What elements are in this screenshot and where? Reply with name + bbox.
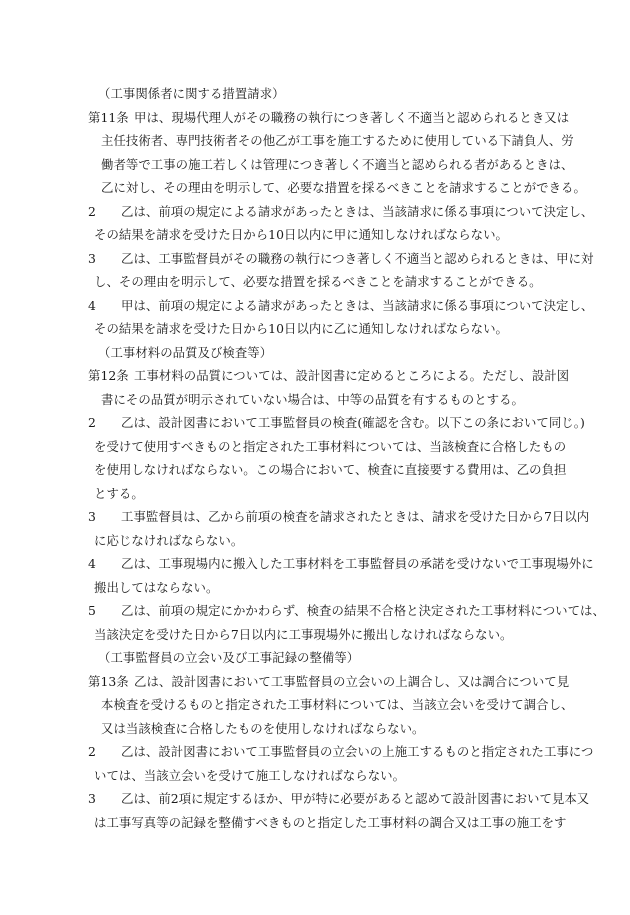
line-text: は工事写真等の記録を整備すべきものと指定した工事材料の調合又は工事の施工をす [94, 814, 567, 830]
line-text: 甲は、現場代理人がその職務の執行につき著しく不適当と認められるとき又は [134, 109, 570, 125]
line-text: 乙は、設計図書において工事監督員の立会いの上施工するものと指定された工事につ [121, 744, 594, 759]
paragraph-first-line [0, 740, 630, 764]
article-number: 第12条 [88, 368, 129, 383]
line-text: 工事監督員は、乙から前項の検査を請求されたときは、請求を受けた日から7日以内 [121, 509, 590, 524]
line-text: 乙は、設計図書において工事監督員の立会いの上調合し、又は調合について見 [134, 673, 570, 689]
line-text: その結果を請求を受けた日から10日以内に乙に通知しなければならない。 [94, 321, 508, 336]
paragraph-first-line [0, 247, 630, 271]
line-text: 工事材料の品質については、設計図書に定めるところによる。ただし、設計図 [134, 368, 570, 383]
paragraph-number: 2 [88, 415, 96, 430]
paragraph-continuation-line [0, 623, 630, 647]
paragraph-first-line [0, 599, 630, 623]
paragraph-continuation-line [0, 270, 630, 294]
line-text: （工事材料の品質及び検査等） [98, 344, 273, 360]
article-heading [0, 646, 630, 670]
line-text: 甲は、前項の規定による請求があったときは、当該請求に係る事項について決定し、 [121, 297, 594, 313]
line-text: 乙は、前2項に規定するほか、甲が特に必要があると認めて設計図書において見本又 [121, 791, 590, 806]
line-text: いては、当該立会いを受けて施工しなければならない。 [94, 767, 406, 783]
article-continuation-line [0, 176, 630, 200]
paragraph-first-line [0, 505, 630, 529]
line-text: に応じなければならない。 [94, 532, 244, 548]
article-continuation-line [0, 129, 630, 153]
paragraph-number: 5 [88, 603, 96, 618]
line-text: 乙は、設計図書において工事監督員の検査(確認を含む。以下この条において同じ。) [121, 415, 585, 430]
paragraph-continuation-line [0, 435, 630, 459]
paragraph-continuation-line [0, 482, 630, 506]
paragraph-first-line [0, 787, 630, 811]
article-heading [0, 341, 630, 365]
line-text: 乙は、前項の規定による請求があったときは、当該請求に係る事項について決定し、 [121, 203, 594, 219]
paragraph-continuation-line [0, 317, 630, 341]
line-text: し、その理由を明示して、必要な措置を採るべきことを請求することができる。 [94, 274, 542, 289]
paragraph-number: 3 [88, 509, 96, 524]
line-text: 働者等で工事の施工若しくは管理につき著しく不適当と認められる者があるときは、 [101, 156, 574, 172]
line-text: 当該決定を受けた日から7日以内に工事現場外に搬出しなければならない。 [94, 626, 513, 642]
article-continuation-line [0, 153, 630, 177]
line-text: を使用しなければならない。この場合において、検査に直接要する費用は、乙の負担 [94, 462, 567, 477]
paragraph-first-line [0, 411, 630, 435]
paragraph-number: 4 [88, 297, 96, 313]
line-text: （工事関係者に関する措置請求） [98, 86, 285, 101]
document-body [0, 82, 630, 834]
paragraph-number: 2 [88, 744, 96, 759]
paragraph-continuation-line [0, 576, 630, 600]
paragraph-continuation-line [0, 764, 630, 788]
paragraph-continuation-line [0, 811, 630, 835]
line-text: 乙に対し、その理由を明示して、必要な措置を採るべきことを請求することができる。 [101, 180, 586, 195]
paragraph-number: 3 [88, 791, 96, 806]
line-text: とする。 [94, 485, 144, 501]
article-number: 第13条 [88, 673, 129, 689]
line-text: （工事監督員の立会い及び工事記録の整備等） [98, 650, 360, 665]
line-text: 書にその品質が明示されていない場合は、中等の品質を有するものとする。 [101, 391, 524, 407]
line-text: 乙は、工事監督員がその職務の執行につき著しく不適当と認められるときは、甲に対 [121, 250, 594, 266]
contract-document-page [0, 82, 630, 834]
line-text: 搬出してはならない。 [94, 579, 219, 595]
article-heading [0, 82, 630, 106]
paragraph-continuation-line [0, 223, 630, 247]
line-text: 乙は、工事現場内に搬入した工事材料を工事監督員の承諾を受けないで工事現場外に [121, 556, 594, 571]
line-text: 乙は、前項の規定にかかわらず、検査の結果不合格と決定された工事材料については、 [121, 603, 605, 618]
paragraph-first-line [0, 294, 630, 318]
line-text: その結果を請求を受けた日から10日以内に甲に通知しなければならない。 [94, 227, 508, 242]
line-text: 又は当該検査に合格したものを使用しなければならない。 [101, 720, 425, 736]
article-first-line [0, 106, 630, 130]
paragraph-number: 3 [88, 250, 96, 266]
paragraph-number: 2 [88, 203, 96, 219]
line-text: を受けて使用すべきものと指定された工事材料については、当該検査に合格したもの [94, 438, 567, 454]
article-first-line [0, 670, 630, 694]
paragraph-number: 4 [88, 556, 96, 571]
paragraph-continuation-line [0, 458, 630, 482]
paragraph-continuation-line [0, 529, 630, 553]
line-text: 本検査を受けるものと指定された工事材料については、当該立会いを受けて調合し、 [101, 697, 574, 712]
paragraph-first-line [0, 200, 630, 224]
paragraph-first-line [0, 552, 630, 576]
article-number: 第11条 [88, 109, 129, 125]
article-continuation-line [0, 717, 630, 741]
line-text: 主任技術者、専門技術者その他乙が工事を施工するために使用している下請負人、労 [101, 133, 574, 148]
article-continuation-line [0, 388, 630, 412]
article-continuation-line [0, 693, 630, 717]
article-first-line [0, 364, 630, 388]
